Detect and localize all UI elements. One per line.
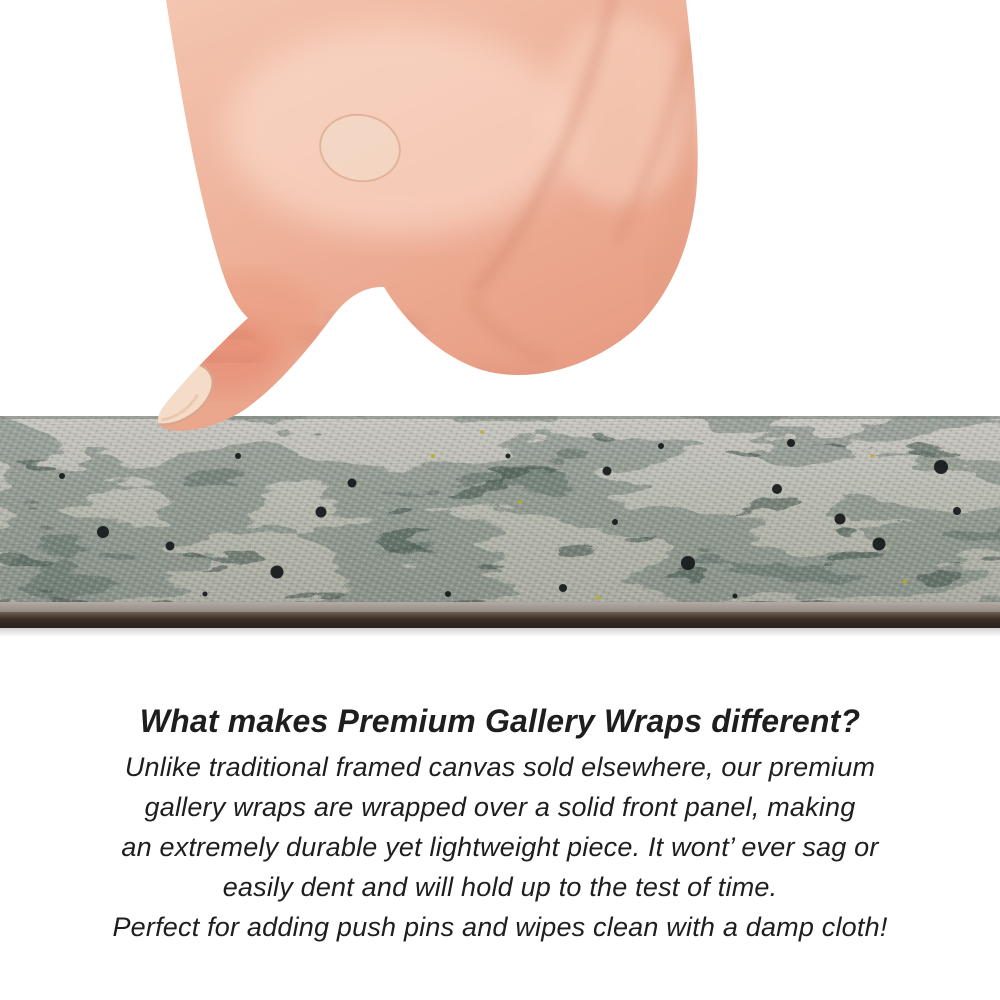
- hand-illustration: [0, 0, 760, 445]
- canvas-edge-photo: [0, 416, 1000, 640]
- copy-line-5: Perfect for adding push pins and wipes clean with a damp cloth!: [112, 912, 888, 942]
- hand-shape: [128, 0, 697, 437]
- canvas-bottom-edge: [0, 602, 1000, 637]
- copy-line-1: Unlike traditional framed canvas sold elsewhere, our premium: [124, 752, 876, 782]
- marketing-copy: [0, 699, 1000, 947]
- copy-line-4: easily dent and will hold up to the test of time.: [222, 872, 778, 902]
- hand-photo: [0, 0, 760, 445]
- copy-line-2: gallery wraps are wrapped over a solid front panel, making: [144, 792, 856, 822]
- copy-line-3: an extremely durable yet lightweight piece. It wont’ ever sag or: [121, 832, 879, 862]
- canvas-face: [0, 416, 1000, 612]
- copy-heading: What makes Premium Gallery Wraps different?: [139, 703, 861, 739]
- canvas-texture-illustration: [0, 416, 1000, 640]
